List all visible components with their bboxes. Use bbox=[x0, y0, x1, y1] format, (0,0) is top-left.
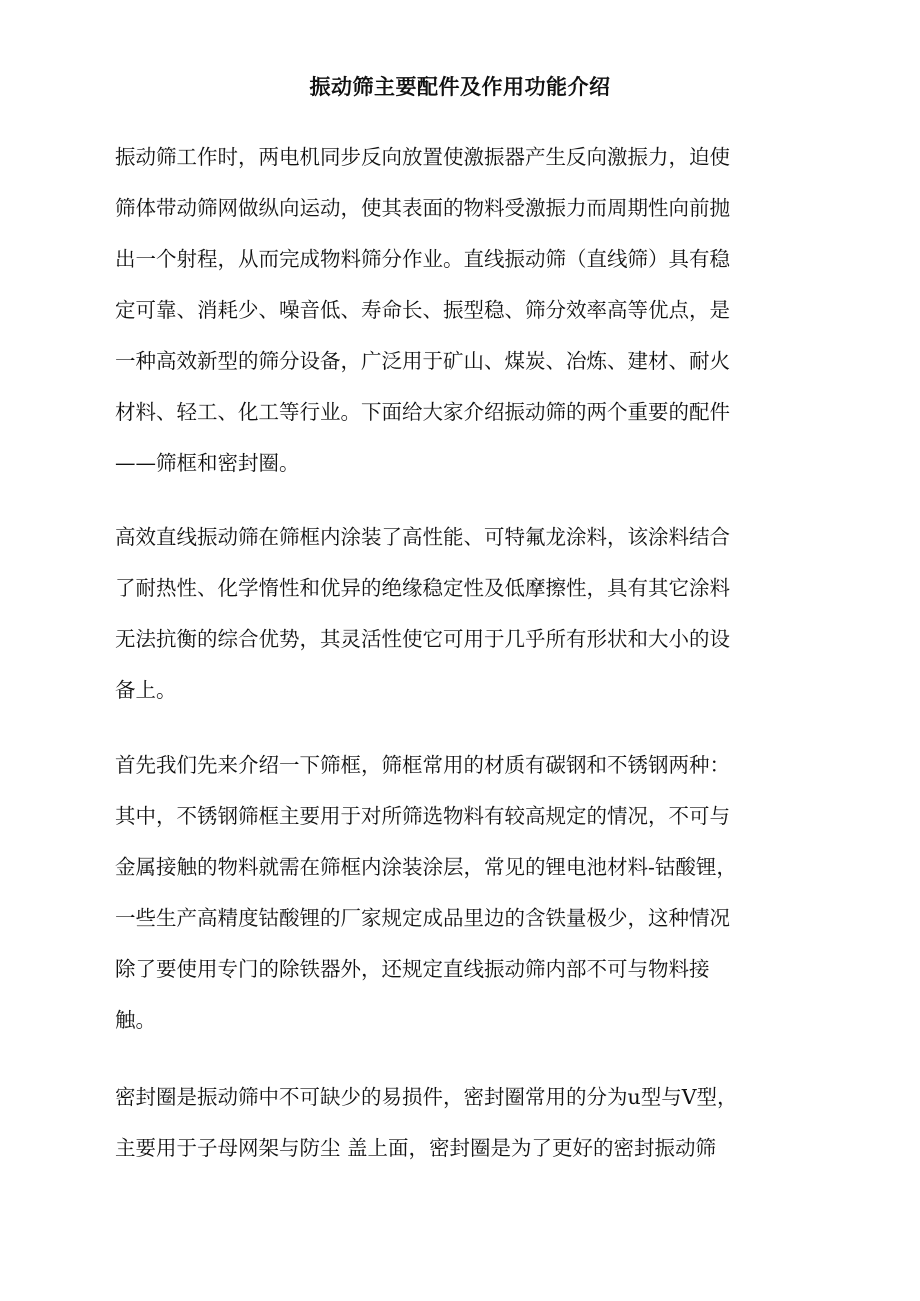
paragraph-line: 触。 bbox=[115, 1008, 156, 1032]
paragraph-line: 振动筛工作时，两电机同步反向放置使激振器产生反向激振力，迫使 bbox=[115, 145, 730, 169]
paragraph-line: 材料、轻工、化工等行业。下面给大家介绍振动筛的两个重要的配件 bbox=[115, 400, 730, 424]
paragraph-intro bbox=[115, 132, 805, 489]
paragraph-line: 一些生产高精度钴酸锂的厂家规定成品里边的含铁量极少，这种情况 bbox=[115, 906, 730, 930]
paragraph-line: 主要用于子母网架与防尘 盖上面，密封圈是为了更好的密封振动筛 bbox=[115, 1136, 717, 1160]
paragraph-line: 密封圈是振动筛中不可缺少的易损件，密封圈常用的分为u型与V型， bbox=[115, 1085, 738, 1109]
paragraph-line: 其中，不锈钢筛框主要用于对所筛选物料有较高规定的情况，不可与 bbox=[115, 804, 730, 828]
paragraph-coating bbox=[115, 512, 805, 716]
paragraph-line: 出一个射程，从而完成物料筛分作业。直线振动筛（直线筛）具有稳 bbox=[115, 247, 730, 271]
paragraph-line: 高效直线振动筛在筛框内涂装了高性能、可特氟龙涂料，该涂料结合 bbox=[115, 525, 730, 549]
paragraph-seal bbox=[115, 1072, 805, 1174]
paragraph-line: ——筛框和密封圈。 bbox=[115, 451, 300, 475]
paragraph-line: 筛体带动筛网做纵向运动，使其表面的物料受激振力而周期性向前抛 bbox=[115, 196, 730, 220]
paragraph-line: 一种高效新型的筛分设备，广泛用于矿山、煤炭、冶炼、建材、耐火 bbox=[115, 349, 730, 373]
paragraph-line: 金属接触的物料就需在筛框内涂装涂层，常见的锂电池材料-钴酸锂， bbox=[115, 855, 737, 879]
paragraph-line: 了耐热性、化学惰性和优异的绝缘稳定性及低摩擦性，具有其它涂料 bbox=[115, 576, 730, 600]
paragraph-frame bbox=[115, 740, 805, 1046]
paragraph-line: 除了要使用专门的除铁器外，还规定直线振动筛内部不可与物料接 bbox=[115, 957, 710, 981]
paragraph-line: 备上。 bbox=[115, 678, 177, 702]
paragraph-line: 首先我们先来介绍一下筛框，筛框常用的材质有碳钢和不锈钢两种： bbox=[115, 753, 730, 777]
paragraph-line: 无法抗衡的综合优势，其灵活性使它可用于几乎所有形状和大小的设 bbox=[115, 627, 730, 651]
paragraph-line: 定可靠、消耗少、噪音低、寿命长、振型稳、筛分效率高等优点，是 bbox=[115, 298, 730, 322]
document-title: 振动筛主要配件及作用功能介绍 bbox=[309, 75, 611, 99]
